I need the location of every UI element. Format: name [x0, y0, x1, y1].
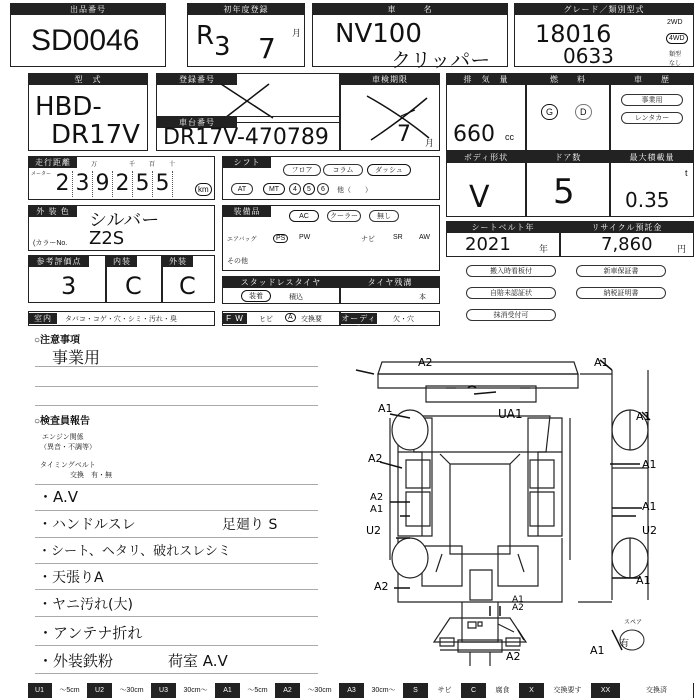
- mileage-unit: km: [195, 183, 212, 196]
- legend-item: X: [520, 683, 544, 698]
- vehicle-name-box: [312, 3, 508, 72]
- shift-dash: ダッシュ: [367, 164, 411, 176]
- recycle-label: リサイクル預託金: [561, 222, 693, 233]
- spare-label: スペア: [624, 619, 643, 626]
- displacement-box: [446, 73, 526, 151]
- report-belt-sub: 交換 有・無: [70, 472, 112, 479]
- usage-label: 車 歴: [611, 74, 693, 85]
- legend-item: A1: [216, 683, 240, 698]
- mileage-box: [28, 156, 215, 200]
- load-value: 0.35: [625, 188, 670, 212]
- seatbelt-value: 2021: [465, 234, 511, 255]
- mileage-sub: メーター: [31, 171, 52, 177]
- legend-item: ～30cm: [112, 683, 152, 698]
- color-code-label: (カラーNo.: [33, 240, 68, 247]
- diagram-label: A2: [512, 603, 524, 613]
- inspection-box: [340, 73, 440, 151]
- diagram-label: A2: [506, 650, 521, 663]
- report-engine-sub: （異音・不調等）: [40, 444, 96, 451]
- tires-unit: 本: [419, 294, 426, 301]
- grade-box: [514, 3, 694, 67]
- grade-line1: 18016: [535, 20, 612, 48]
- diagram-label: A2: [370, 492, 384, 503]
- displacement-label: 排 気 量: [447, 74, 525, 85]
- diagram-label: A1: [378, 402, 393, 415]
- diagram-label: A1: [512, 595, 524, 605]
- studless-box: [222, 276, 340, 304]
- doors-value: 5: [553, 172, 575, 212]
- body-box: [446, 151, 526, 217]
- mileage-digit: 9: [93, 171, 113, 197]
- lot-number-label: 出品番号: [11, 4, 165, 15]
- legend-item: U1: [28, 683, 52, 698]
- equipment-box: [222, 205, 440, 271]
- diagram-label: A1: [594, 356, 609, 369]
- body-label: ボディ形状: [447, 152, 525, 163]
- report-line: ・アンテナ折れ: [38, 624, 143, 642]
- diagram-label: U2: [366, 524, 382, 537]
- displacement-value: 660: [453, 122, 495, 147]
- doors-box: [526, 151, 610, 217]
- mileage-mark: 千: [129, 162, 136, 168]
- vehicle-damage-diagram: [350, 340, 700, 680]
- seatbelt-label: シートベルト年: [447, 222, 559, 233]
- vehicle-name-line1: NV100: [335, 19, 422, 49]
- interior-grade-label: 内装: [107, 256, 137, 267]
- seatbelt-box: [446, 221, 560, 257]
- exterior-grade-box: [162, 255, 215, 303]
- report-extra-cargo: 荷室 A.V: [168, 652, 228, 670]
- report-line: ・ヤニ汚れ(大): [38, 597, 133, 613]
- legend-item: 交換要す: [544, 683, 592, 698]
- report-line: ・外装鉄粉: [38, 652, 114, 670]
- usage-business: 事業用: [621, 94, 683, 106]
- recycle-box: [560, 221, 694, 257]
- usage-rental: レンタカー: [621, 112, 683, 124]
- shift-4: 4: [289, 183, 301, 195]
- model-line1: HBD-: [35, 92, 102, 122]
- shift-5: 5: [303, 183, 315, 195]
- inspection-month-unit: 月: [425, 138, 435, 148]
- first-registration-label: 初年度登録: [188, 4, 304, 15]
- audio-row-label: オーディオ: [341, 314, 377, 334]
- mileage-mark: 万: [91, 162, 98, 168]
- mileage-mark: 百: [149, 162, 156, 168]
- rating-label: 参考評価点: [29, 256, 89, 267]
- registration-number-label: 登録番号: [157, 74, 237, 85]
- grade-note2: なし: [669, 61, 682, 67]
- first-registration-box: [187, 3, 305, 67]
- diagram-label: A2: [418, 356, 433, 369]
- shift-6: 6: [317, 183, 329, 195]
- drive-4wd: 4WD: [666, 33, 688, 44]
- color-value: シルバー: [89, 210, 160, 231]
- interior-grade-value: C: [125, 272, 142, 300]
- doc-item: 自賠未認証状: [466, 287, 556, 299]
- shift-mt: MT: [263, 183, 285, 195]
- studless-label: スタッドレスタイヤ: [223, 277, 339, 288]
- report-belt: タイミングベルト: [40, 462, 96, 469]
- equip-sr: SR: [393, 234, 403, 241]
- legend-item: 30cm～: [176, 683, 216, 698]
- vehicle-name-line2: クリッパー: [391, 48, 491, 72]
- legend-item: XX: [592, 683, 620, 698]
- first-registration-month: 7: [258, 32, 276, 65]
- doc-item: 搬入時看板付: [466, 265, 556, 277]
- shift-column: コラム: [323, 164, 363, 176]
- studless-equip: 装着: [241, 290, 271, 302]
- mileage-digit: 2: [53, 171, 73, 197]
- usage-box: [610, 73, 694, 151]
- equip-cooler: クーラー: [327, 210, 361, 222]
- legend-item: 交換済: [620, 683, 694, 698]
- first-registration-era: R: [196, 21, 215, 51]
- color-box: [28, 205, 215, 251]
- chassis-label: 車台番号: [157, 117, 237, 128]
- diagram-label: UA1: [498, 407, 523, 421]
- fw-swap: 交換要: [301, 316, 322, 323]
- legend-item: ～5cm: [52, 683, 88, 698]
- fuel-box: [526, 73, 610, 151]
- mileage-mark: 十: [169, 162, 176, 168]
- legend-item: S: [404, 683, 428, 698]
- model-box: [28, 73, 148, 151]
- doc-item: 抹消受付可: [466, 309, 556, 321]
- recycle-value: 7,860: [601, 234, 653, 255]
- first-registration-year: 3: [214, 32, 231, 62]
- mileage-digit: 5: [153, 171, 173, 197]
- diagram-label: A1: [590, 644, 605, 657]
- load-label: 最大積載量: [611, 152, 693, 163]
- equip-pw: PW: [299, 234, 311, 241]
- inspection-month: 7: [397, 122, 411, 147]
- equip-ps: PS: [273, 234, 288, 243]
- fuel-label: 燃 料: [527, 74, 609, 85]
- legend-item: サビ: [428, 683, 462, 698]
- vehicle-name-label: 車 名: [313, 4, 507, 15]
- diagram-label: A1: [642, 458, 657, 471]
- mileage-label: 走行距離: [29, 157, 77, 168]
- legend-item: ～5cm: [240, 683, 276, 698]
- diagram-label: A1: [370, 504, 384, 515]
- spare-value: 有: [620, 639, 630, 649]
- report-line: ・A.V: [38, 488, 79, 506]
- shift-label: シフト: [223, 157, 271, 168]
- lot-number-box: [10, 3, 166, 67]
- equip-ac: AC: [289, 210, 319, 222]
- drive-2wd: 2WD: [667, 19, 683, 26]
- displacement-unit: cc: [505, 132, 514, 142]
- equip-airbag: エアバッグ: [227, 237, 257, 243]
- fw-hibi: ヒビ: [259, 316, 273, 323]
- notes-line1: 事業用: [52, 348, 101, 367]
- inspection-label: 車検期限: [341, 74, 439, 85]
- studless-load: 積込: [289, 294, 303, 301]
- fw-a: A: [285, 313, 296, 322]
- interior-grade-box: [106, 255, 162, 303]
- fuel-gasoline: G: [541, 104, 558, 120]
- audio-row-items: 欠・穴: [393, 316, 414, 323]
- doors-label: ドア数: [527, 152, 609, 163]
- shift-box: [222, 156, 440, 200]
- report-engine: エンジン関係: [42, 434, 84, 441]
- mileage-digit: 5: [133, 171, 153, 197]
- grade-note1: 類型: [669, 52, 682, 58]
- mileage-digit: 2: [113, 171, 133, 197]
- mileage-digit: 3: [73, 171, 93, 197]
- audio-row: [340, 311, 440, 334]
- model-label: 型 式: [29, 74, 147, 85]
- interior-row-label: 室内: [29, 313, 57, 324]
- legend-item: 30cm～: [364, 683, 404, 698]
- legend-item: C: [462, 683, 486, 698]
- rating-value: 3: [61, 272, 77, 300]
- rating-box: [28, 255, 106, 303]
- exterior-grade-label: 外装: [163, 256, 193, 267]
- body-value: V: [469, 180, 490, 215]
- doc-item: 新車保証書: [576, 265, 666, 277]
- report-label: ○検査員報告: [34, 416, 91, 427]
- load-box: [610, 151, 694, 217]
- equip-none: 無し: [369, 210, 399, 222]
- tires-box: [340, 276, 440, 304]
- equipment-label: 装備品: [223, 206, 271, 217]
- recycle-unit: 円: [677, 244, 687, 254]
- chassis-box: [156, 116, 340, 151]
- color-label: 外 装 色: [29, 206, 77, 217]
- interior-row-items: タバコ・コゲ・穴・シミ・汚れ・臭: [65, 316, 177, 323]
- lot-number: SD0046: [31, 24, 140, 57]
- exterior-grade-value: C: [179, 272, 196, 300]
- notes-label: ○注意事項: [34, 335, 81, 346]
- doc-item: 納税証明書: [576, 287, 666, 299]
- report-line: ・ハンドルスレ: [38, 517, 136, 533]
- report-line: ・シート、ヘタリ、破れスレシミ: [38, 544, 231, 559]
- legend-item: U3: [152, 683, 176, 698]
- diagram-label: U2: [642, 524, 658, 537]
- legend-item: A3: [340, 683, 364, 698]
- grade-label: グレード／類別型式: [515, 4, 693, 15]
- legend-item: U2: [88, 683, 112, 698]
- legend-item: 腐食: [486, 683, 520, 698]
- equip-aw: AW: [419, 234, 431, 241]
- color-code: Z2S: [89, 228, 125, 249]
- chassis-number: DR17V-470789: [163, 125, 329, 150]
- shift-other: 他（ ）: [337, 187, 372, 194]
- fw-row: [222, 311, 340, 326]
- legend-item: A2: [276, 683, 300, 698]
- shift-floor: フロア: [283, 164, 321, 176]
- report-extra-suspension: 足廻り S: [222, 517, 278, 533]
- first-registration-month-unit: 月: [292, 28, 302, 38]
- grade-line2: 0633: [563, 44, 614, 68]
- diagram-label: A2: [374, 580, 389, 593]
- equip-navi: ナビ: [361, 236, 375, 243]
- load-unit: t: [685, 168, 688, 178]
- fuel-diesel: D: [575, 104, 592, 120]
- diagram-label: A1: [636, 574, 651, 587]
- diagram-label: A1: [636, 410, 651, 423]
- diagram-label: A1: [642, 500, 657, 513]
- equip-other: その他: [227, 258, 248, 265]
- seatbelt-unit: 年: [539, 244, 549, 254]
- diagram-label: A2: [368, 452, 383, 465]
- interior-row: [28, 311, 215, 326]
- shift-at: AT: [231, 183, 253, 195]
- fw-row-label: F W: [223, 313, 247, 324]
- report-line: ・天張りA: [38, 570, 104, 586]
- tires-label: タイヤ残溝: [341, 277, 439, 288]
- legend-item: ～30cm: [300, 683, 340, 698]
- model-line2: DR17V: [51, 120, 140, 150]
